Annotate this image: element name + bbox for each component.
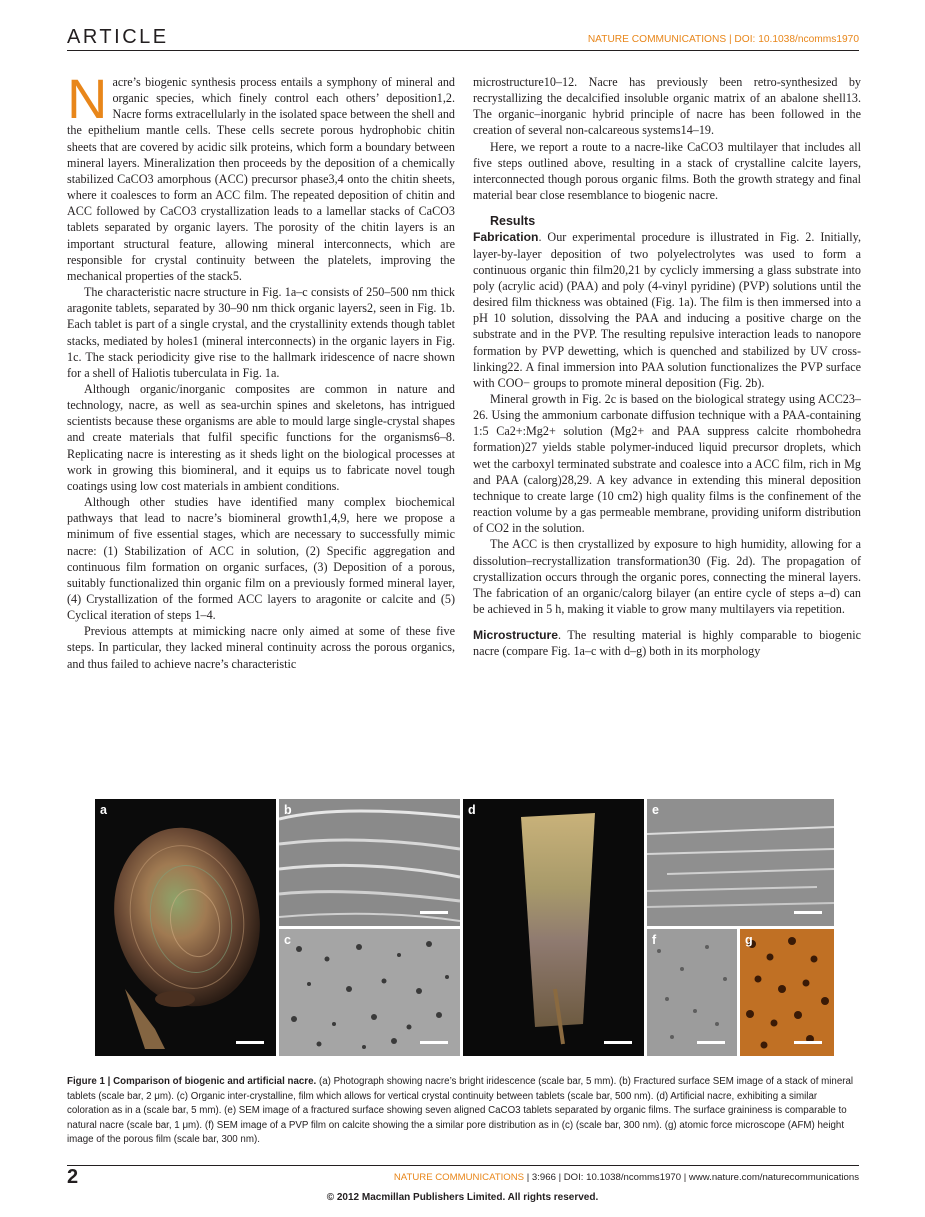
scale-bar bbox=[794, 1041, 822, 1044]
paragraph-five-stages: Although other studies have identified many complex biochemical pathways that lead to nacre’s biomineral growth1,4,9, here we propose a minimum of five essential stages, which are necessary to successfully mimic nacre: (1) Stabilization of ACC in solution, (2) Specific aggregation and continuous film formation on organic surfaces, (3) Deposition of a porous, suitably functionalized thin organic film on a previously formed mineral layer, (4) Crystallization of the formed ACC layers to aragonite or calcite and (5) Cyclical iteration of steps 1–4. bbox=[67, 495, 455, 623]
header-rule bbox=[67, 50, 859, 51]
scale-bar bbox=[420, 911, 448, 914]
shell-illustration bbox=[95, 799, 276, 1056]
panel-a-shell-photo bbox=[95, 799, 276, 1056]
panel-label-b: b bbox=[284, 803, 292, 817]
panel-label-f: f bbox=[652, 933, 657, 947]
scale-bar bbox=[420, 1041, 448, 1044]
footer-journal-name[interactable]: NATURE COMMUNICATIONS bbox=[393, 1172, 525, 1183]
porous-texture bbox=[279, 929, 460, 1056]
scale-bar bbox=[794, 911, 822, 914]
fabrication-text: . Our experimental procedure is illustrated in Fig. 2. Initially, layer-by-layer deposition of two polyelectrolytes was used to form a continuous organic thin film20,21 by cyclicly immersing a glass substrate into poly (acrylic acid) (PAA) and poly (4-vinyl pyridine) (PVP) solutions until the desired film thickness was obtained (Fig. 1a). The film is then immersed into a pH 10 solution, dissolving the PAA and inducing a positive charge on the substrate and in the PVP. The resulting repulsive interaction leads to nanopore formation by PVP dewetting, which is quenched and stabilized by UV cross-linking22. A final immersion into PAA solution functionalizes the PVP surface with COO− groups to promote mineral deposition (Fig. 2b). bbox=[473, 230, 861, 390]
page-number: 2 bbox=[67, 1166, 79, 1188]
paragraph-previous-attempts: Previous attempts at mimicking nacre only aimed at some of these five steps. In particular, they lacked mineral continuity across the porous organics, and thus failed to achieve nacre’s characteristic bbox=[67, 624, 455, 671]
panel-label-d: d bbox=[468, 803, 476, 817]
paragraph-acc-crystallization: The ACC is then crystallized by exposure to high humidity, allowing for a dissolution–recrystallization transformation30 (Fig. 2d). The propagation of crystallization occurs through the organic pores, connecting the mineral layers. The fabrication of an organic/calorg bilayer (an entire cycle of steps a–d) can be achieved in 5 h, making it viable to grow many multilayers via repetition. bbox=[473, 537, 861, 616]
paragraph-mineral-growth: Mineral growth in Fig. 2c is based on the biological strategy using ACC23–26. Using the ammonium carbonate diffusion technique with a PAA-containing 1:5 Ca2+:Mg2+ solution (Mg2+ and PAA suppress calcite rhombohedra formation)27 yields stable polymer-induced liquid precursor droplets, which wet the carboxyl terminated substrate and coalesce into a ACC film, rich in Mg and PAA (calorg)28,29. A key advance in extending this mineral deposition technique to create large (10 cm2) high quality films is the confinement of the reaction volume by a gas permeable membrane, providing uniform distribution of CO2 in the solution. bbox=[473, 391, 861, 536]
panel-f-pvp-film bbox=[647, 929, 737, 1056]
journal-doi-header[interactable]: NATURE COMMUNICATIONS | DOI: 10.1038/ncomms1970 bbox=[587, 34, 859, 45]
afm-texture bbox=[740, 929, 834, 1056]
paragraph-composites: Although organic/inorganic composites are common in nature and technology, nacre, as well as sea-urchin spines and skeletons, has intrigued scientists because these organisms are able to mould large single-crystal shapes and create materials that fulfil specific functions for the organisms6–8. Replicating nacre is interesting as it sheds light on the biological processes at work in growing this biomineral, and it equips us to fabricate novel tough coatings using low cost materials in ambient conditions. bbox=[67, 381, 455, 493]
microstructure-text: . The resulting material is highly comparable to biogenic nacre (compare Fig. 1a–c with d–g) both in its morphology bbox=[473, 628, 861, 659]
panel-label-c: c bbox=[284, 933, 291, 947]
panel-label-a: a bbox=[100, 803, 107, 817]
scale-bar bbox=[604, 1041, 632, 1044]
copyright-notice: © 2012 Macmillan Publishers Limited. All rights reserved. bbox=[326, 1192, 599, 1203]
caption-title: Figure 1 | Comparison of biogenic and artificial nacre. bbox=[67, 1076, 317, 1087]
scale-bar bbox=[236, 1041, 264, 1044]
section-label: ARTICLE bbox=[67, 26, 169, 48]
scale-bar bbox=[697, 1041, 725, 1044]
panel-g-afm-image bbox=[740, 929, 834, 1056]
paragraph-fabrication bbox=[473, 229, 861, 391]
fabrication-heading: Fabrication bbox=[473, 230, 539, 245]
right-column bbox=[473, 74, 861, 659]
footer-rule bbox=[67, 1165, 859, 1166]
panel-label-e: e bbox=[652, 803, 659, 817]
fracture-texture bbox=[647, 799, 834, 926]
pvp-pore-texture bbox=[647, 929, 737, 1056]
panel-b-sem-tablets bbox=[279, 799, 460, 926]
dropcap-letter: N bbox=[67, 67, 108, 130]
caption-text: (a) Photograph showing nacre’s bright iridescence (scale bar, 5 mm). (b) Fractured surface SEM image of a stack of mineral tablets (scale bar, 2 μm). (c) Organic inter-crystalline, film which allows for vertical crystal continuity between tablets (scale bar, 500 nm). (d) Artificial nacre, exhibiting a similar coloration as in a (scale bar, 5 mm). (e) SEM image of a fractured surface showing seven aligned CaCO3 tablets separated by organic films. The surface graininess is comparable to natural nacre (scale bar, 1 μm). (f) SEM image of a PVP film on calcite showing the a similar pore distribution as in (c) (scale bar, 300 nm). (g) atomic force microscope (AFM) height image of the porous film (scale bar, 300 nm). bbox=[67, 1076, 854, 1146]
paragraph-microstructure bbox=[473, 627, 861, 659]
panel-d-artificial-nacre bbox=[463, 799, 644, 1056]
paragraph-structure: The characteristic nacre structure in Fig. 1a–c consists of 250–500 nm thick aragonite tablets, separated by 30–90 nm thick organic layers2, seen in Fig. 1b. Each tablet is part of a single crystal, and the crystallinity extends though tablet stacks, mediated by holes1 (mineral interconnects) in the organic layers in Fig. 1c. The stack periodicity give rise to the hallmark iridescence of nacre shown for a shell of Haliotis tuberculata in Fig. 1a. bbox=[67, 285, 455, 380]
paragraph-route: Here, we report a route to a nacre-like CaCO3 multilayer that includes all five steps outlined above, resulting in a stack of crystalline calcite layers, interconnected though porous organic films. Both the growth strategy and final material bear close resemblance to biogenic nacre. bbox=[473, 139, 861, 203]
intro-paragraph bbox=[67, 67, 455, 284]
paragraph-microstructure-cont: microstructure10–12. Nacre has previously been retro-synthesized by recrystallizing the decalcified insoluble organic matrix of an abalone shell13. The organic–inorganic hybrid principle of nacre has been followed in the creation of several non-calcareous systems14–19. bbox=[473, 75, 861, 138]
artificial-nacre-illustration bbox=[463, 799, 644, 1056]
figure-1 bbox=[95, 799, 834, 1056]
tablets-texture bbox=[279, 799, 460, 926]
panel-label-g: g bbox=[745, 933, 753, 947]
panel-c-organic-film bbox=[279, 929, 460, 1056]
results-heading: Results bbox=[490, 214, 536, 229]
footer-citation bbox=[394, 1172, 859, 1183]
intro-text: acre’s biogenic synthesis process entails a symphony of mineral and organic species, which finely control each others’ deposition1,2. Nacre forms extracellularly in the isolated space between the shell and the epithelium mantle cells. These cells secrete porous hydrophobic chitin sheets that are covered by acidic silk proteins, which form a boundary between mineral layers. Mineralization then proceeds by the deposition of a chemically stabilized CaCO3 amorphous (ACC) precursor phase3,4 onto the chitin sheets, where it coalesces to form an ACC film. The repeated deposition of chitin and ACC followed by CaCO3 crystallization leads to a lamellar stacks of CaCO3 tablets separated by organic layers. The porosity of the chitin layers is an important structural feature, allowing mineral interconnects, which are responsible for crystal continuity between the platelets, improving the mechanical properties of the stack5. bbox=[67, 75, 455, 283]
microstructure-heading: Microstructure bbox=[473, 628, 559, 643]
left-column bbox=[67, 67, 455, 672]
panel-e-fractured-surface bbox=[647, 799, 834, 926]
figure-caption bbox=[67, 1075, 859, 1148]
footer-citation-text[interactable]: | 3:966 | DOI: 10.1038/ncomms1970 | www.nature.com/naturecommunications bbox=[524, 1172, 859, 1183]
